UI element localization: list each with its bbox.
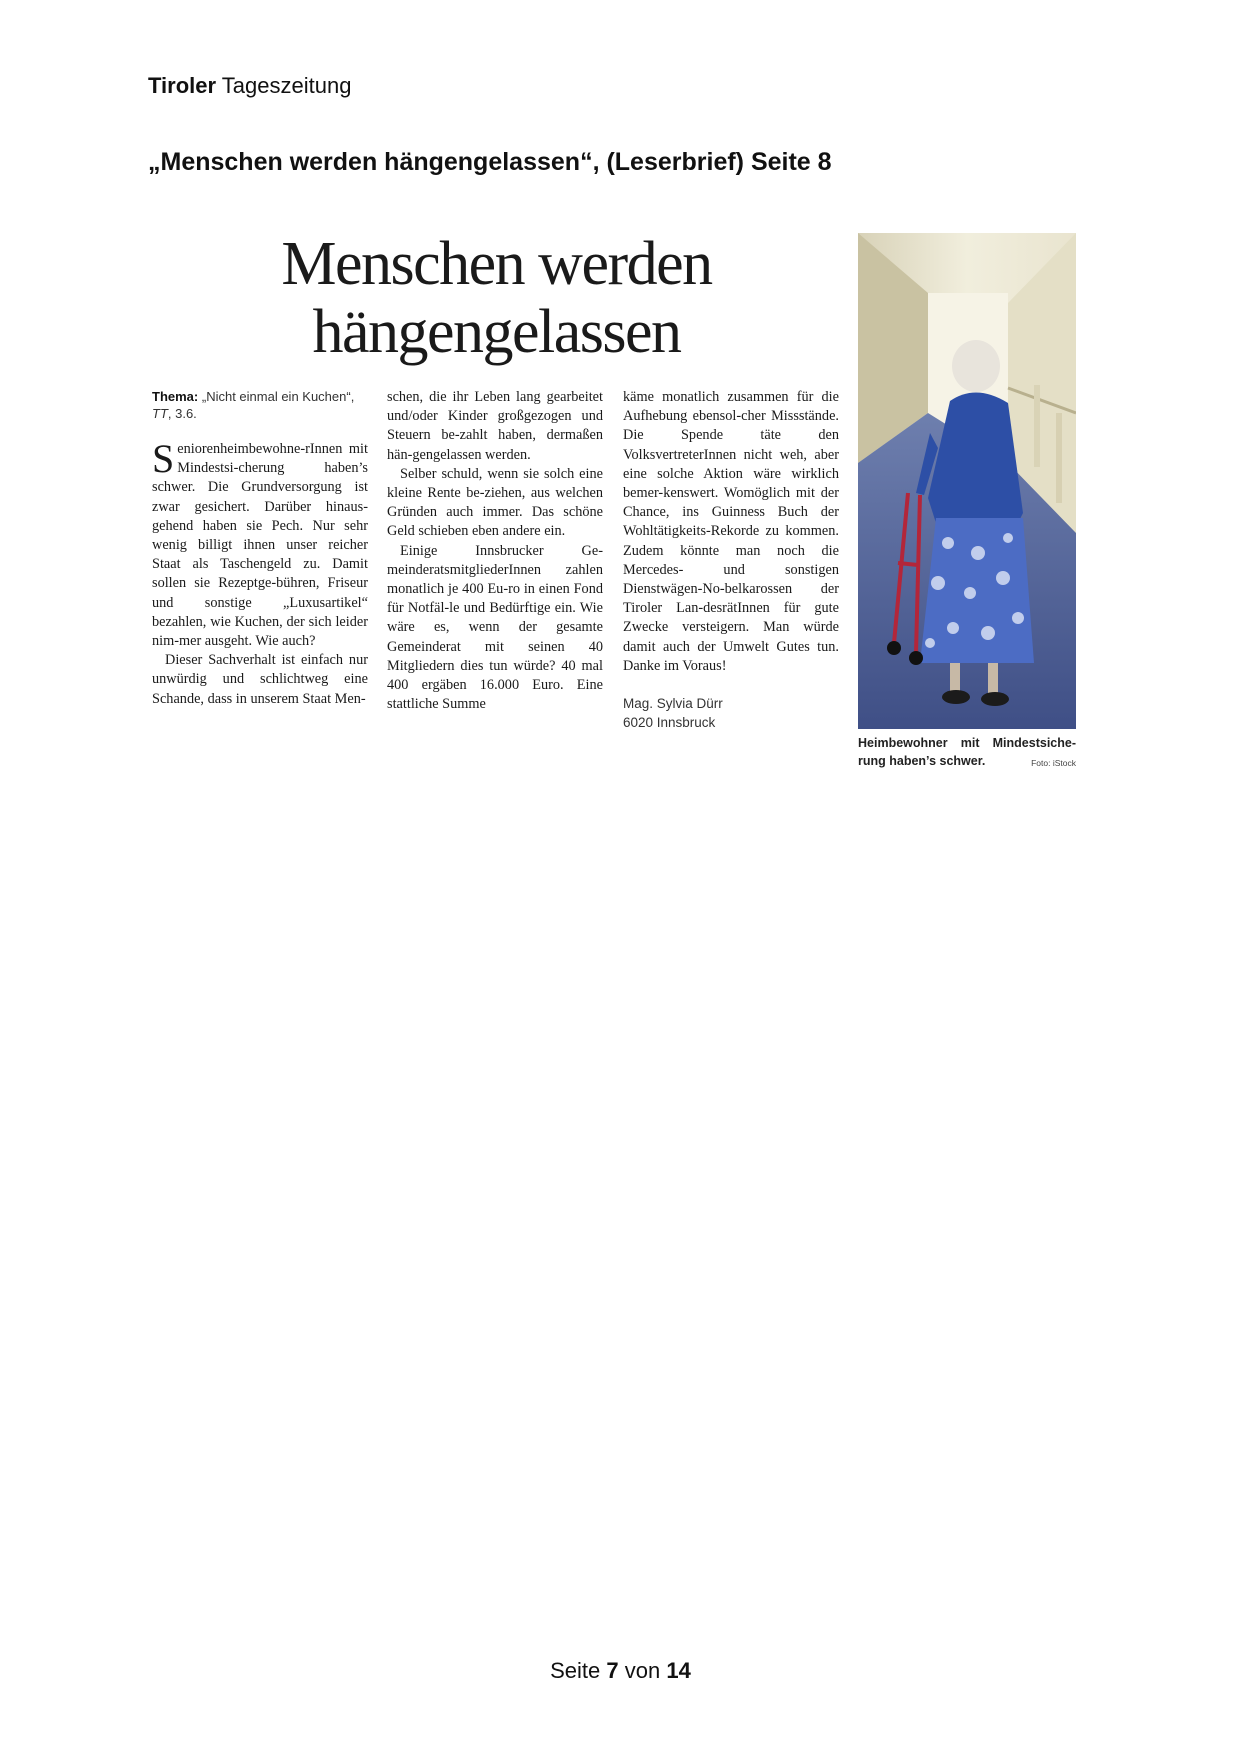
paragraph-1-text: eniorenheimbewohne-rInnen mit Mindestsi-cherung haben’s schwer. Die Grundversorgung ist zwar gesichert. Darüber hinaus-gehend haben sie Pech. Nur sehr wenig billigt ihnen unser reicher Staat als Taschengeld zu. Damit sollen sie Rezeptge-bühren, Friseur und sonstige „Luxusartikel“ bezahlen, wie Kuchen, der sich leider nim-mer ausgeht. Wie auch?: [152, 441, 368, 650]
author-signature: [623, 694, 839, 732]
thema-date: , 3.6.: [167, 406, 197, 421]
footer-page-current: 7: [606, 1658, 619, 1683]
paragraph-3: schen, die ihr Leben lang gearbeitet und/oder Kinder großgezogen und Steuern be-zahlt haben, dermaßen hän-gengelassen werden.: [387, 389, 603, 463]
headline-line-1: Menschen werden: [281, 230, 712, 298]
paragraph-1: [152, 436, 368, 651]
photo-elderly-woman-with-walker: [858, 233, 1076, 729]
author-name: Mag. Sylvia Dürr: [623, 696, 723, 712]
thema-label: Thema:: [152, 389, 199, 404]
author-city: 6020 Innsbruck: [623, 715, 716, 731]
article-headline: [150, 230, 843, 366]
thema-text: „Nicht einmal ein Kuchen“,: [201, 389, 355, 404]
photo-credit: Foto: iStock: [1031, 758, 1076, 768]
headline-line-2: hängengelassen: [312, 298, 681, 366]
paragraph-6: käme monatlich zusammen für die Aufhebung ebensol-cher Missstände. Die Spende täte den VolksvertreterInnen nicht weh, aber eine solche Aktion wäre wirklich bemer-kenswert. Womöglich mit der Chance, ins Guinness Buch der Wohltätigkeits-Rekorde zu kommen. Zudem könnte man noch die Mercedes- und sonstigen Dienstwägen-No-belkarossen der Tiroler Lan-desrätInnen für gute Zwecke versteigern. Man würde damit auch der Umwelt Gutes tun. Danke im Voraus!: [623, 389, 839, 674]
paragraph-5: Einige Innsbrucker Ge-meinderatsmitgliederInnen zahlen monatlich je 400 Eu-ro in einen Fond für Notfäl-le und Bedürftige ein. Wie wäre es, wenn der gesamte Gemeinderat mit seinen 40 Mitgliedern dies tun würde? 40 mal 400 ergäben 16.000 Euro. Eine stattliche Summe: [387, 542, 603, 713]
photo-caption: [858, 734, 1076, 772]
paragraph-4: Selber schuld, wenn sie solch eine kleine Rente be-ziehen, aus welchen Gründen auch immer. Das schöne Geld schieben eben andere ein.: [387, 465, 603, 540]
thema-source: TT: [152, 406, 168, 421]
footer-of-word: von: [624, 1658, 661, 1683]
article-column-2: [387, 388, 603, 714]
newspaper-clipping: [150, 230, 1078, 778]
publication-name: [148, 73, 351, 99]
page-footer: [0, 1658, 1241, 1684]
thema-line: [152, 388, 368, 422]
article-column-3: [623, 388, 839, 732]
article-photo: [858, 233, 1076, 729]
publication-name-rest: Tageszeitung: [221, 73, 352, 98]
publication-name-bold: Tiroler: [148, 73, 217, 98]
document-title: „Menschen werden hängengelassen“, (Leserbrief) Seite 8: [148, 148, 832, 176]
footer-page-word: Seite: [550, 1658, 601, 1683]
article-column-1: [152, 388, 368, 709]
caption-text: Heimbewohner mit Mindestsiche-rung haben’s schwer.: [858, 736, 1076, 768]
footer-page-total: 14: [666, 1658, 691, 1683]
drop-cap: S: [152, 436, 175, 481]
paragraph-2: Dieser Sachverhalt ist einfach nur unwürdig und schlichtweg eine Schande, dass in unserem Staat Men-: [152, 652, 368, 707]
